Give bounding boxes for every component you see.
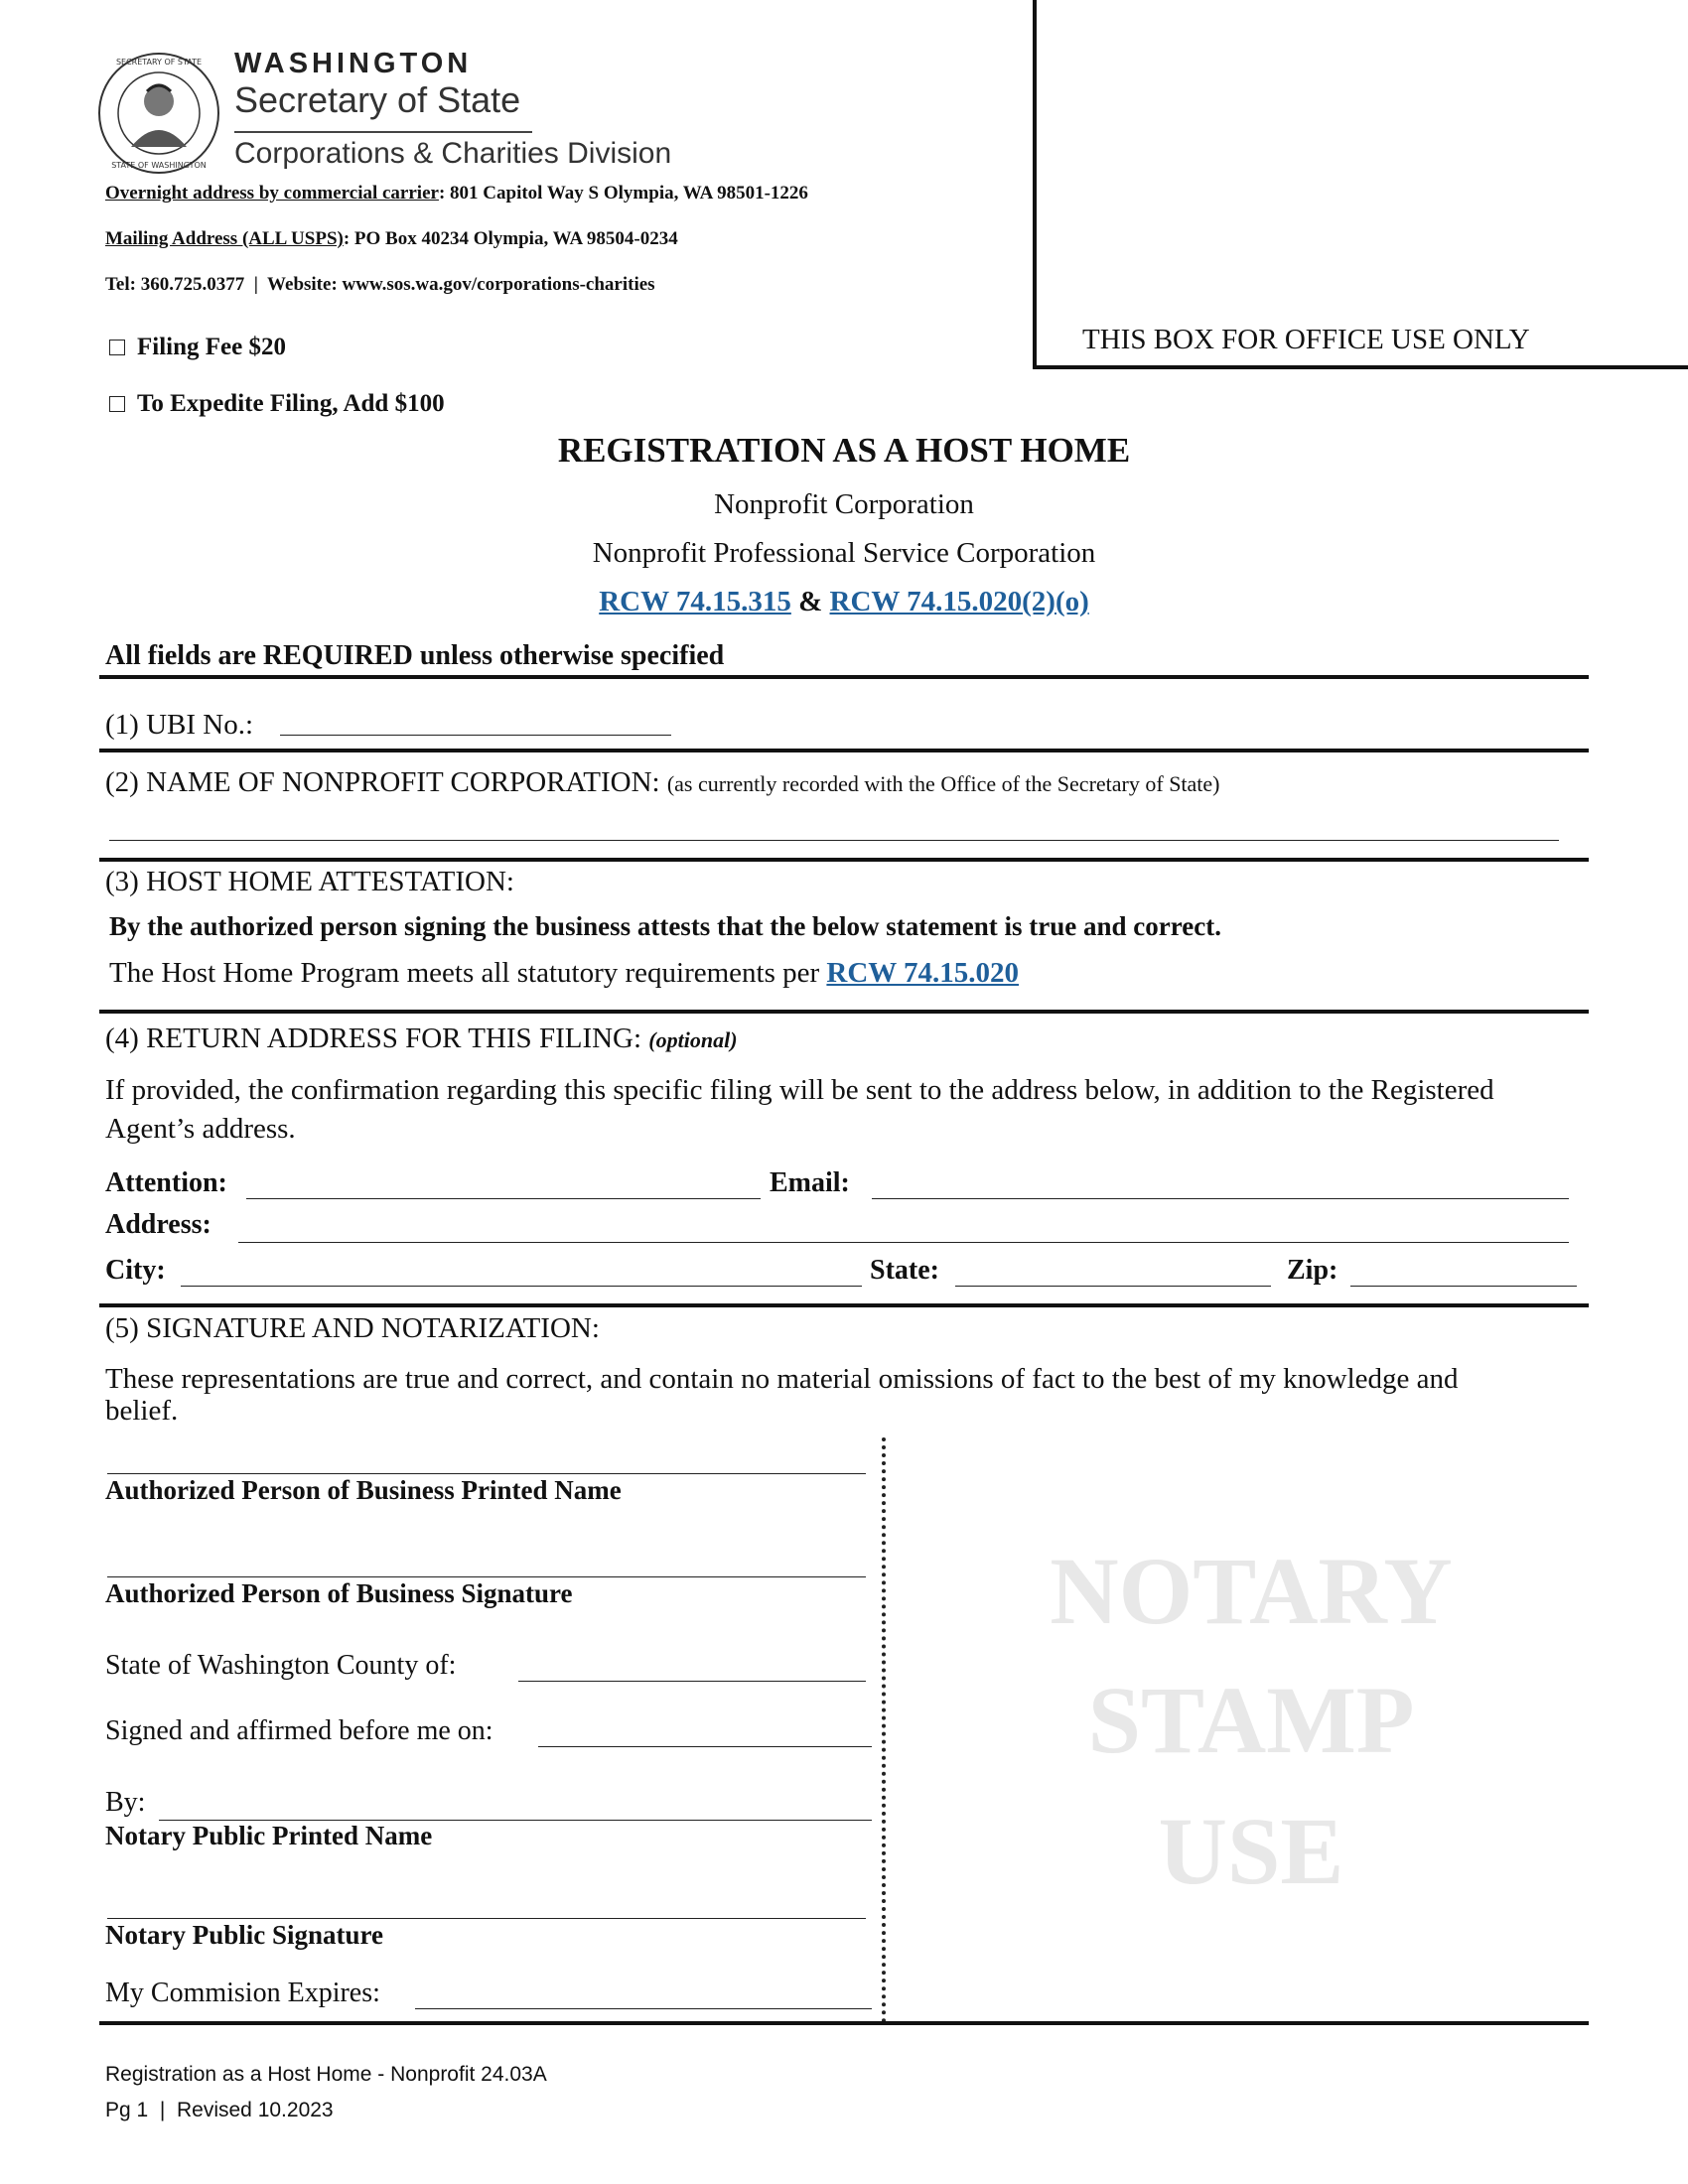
expedite-label: To Expedite Filing, Add $100: [137, 390, 445, 417]
rcw-74-15-315-link[interactable]: RCW 74.15.315: [599, 586, 791, 617]
signature-label: (5) SIGNATURE AND NOTARIZATION:: [105, 1312, 600, 1344]
signature-desc-1: These representations are true and correct, and contain no material omissions of fact to the best of my knowledge and: [105, 1363, 1459, 1395]
form-title: REGISTRATION AS A HOST HOME: [557, 431, 1131, 470]
overnight-label: Overnight address by commercial carrier: [105, 183, 439, 204]
divider-3: [99, 1010, 1589, 1014]
divider-2: [99, 858, 1589, 862]
notary-signature-label: Notary Public Signature: [105, 1920, 384, 1950]
rcw-74-15-020-2-o-link[interactable]: RCW 74.15.020(2)(o): [829, 586, 1089, 617]
mailing-value: : PO Box 40234 Olympia, WA 98504-0234: [343, 228, 678, 249]
attestation-statement: [109, 957, 1019, 990]
county-input-line[interactable]: [518, 1681, 866, 1682]
svg-text:SECRETARY OF STATE: SECRETARY OF STATE: [115, 58, 203, 67]
required-note: All fields are REQUIRED unless otherwise specified: [105, 640, 725, 671]
corp-name-input-line[interactable]: [109, 840, 1559, 841]
zip-input-line[interactable]: [1350, 1286, 1577, 1287]
email-label: Email:: [770, 1167, 850, 1198]
corp-name-note: (as currently recorded with the Office of the Secretary of State): [666, 771, 1220, 796]
notary-separator: [882, 1437, 886, 2023]
corp-name-heading: [105, 766, 1220, 799]
zip-label: Zip:: [1287, 1255, 1338, 1286]
notary-printed-label: Notary Public Printed Name: [105, 1821, 433, 1850]
attestation-text: By the authorized person signing the business attests that the below statement is true and correct.: [109, 911, 1221, 941]
ubi-label: (1) UBI No.:: [105, 709, 254, 741]
signature-field-label: Authorized Person of Business Signature: [105, 1578, 573, 1608]
address-label: Address:: [105, 1209, 211, 1240]
expedite-checkbox[interactable]: [109, 396, 125, 412]
signed-on-label: Signed and affirmed before me on:: [105, 1715, 493, 1746]
attestation-label: (3) HOST HOME ATTESTATION:: [105, 866, 514, 897]
state-input-line[interactable]: [955, 1286, 1271, 1287]
sos-logo: [97, 48, 673, 177]
return-address-desc-2: Agent’s address.: [105, 1113, 296, 1145]
notary-stamp-line-3: USE: [1158, 1798, 1344, 1904]
printed-name-input-line[interactable]: [107, 1473, 866, 1474]
attention-label: Attention:: [105, 1167, 227, 1198]
office-use-label: THIS BOX FOR OFFICE USE ONLY: [1082, 324, 1530, 355]
logo-division: Corporations & Charities Division: [234, 137, 672, 170]
rcw-74-15-020-link[interactable]: RCW 74.15.020: [826, 957, 1020, 989]
rcw-references: [0, 586, 1688, 618]
county-label: State of Washington County of:: [105, 1650, 457, 1681]
divider-top: [99, 675, 1589, 679]
filing-fee-option[interactable]: [109, 334, 286, 361]
notary-signature-input-line[interactable]: [107, 1918, 866, 1919]
return-address-desc-1: If provided, the confirmation regarding this specific filing will be sent to the address below, in addition to the Registered: [105, 1074, 1494, 1106]
commission-input-line[interactable]: [415, 2008, 872, 2009]
optional-label: (optional): [648, 1027, 738, 1052]
divider-4: [99, 1303, 1589, 1307]
return-address-label: (4) RETURN ADDRESS FOR THIS FILING:: [105, 1023, 642, 1054]
state-seal-icon: [97, 52, 220, 175]
overnight-address: [105, 183, 808, 205]
office-box-left-border: [1033, 0, 1037, 369]
state-label: State:: [870, 1255, 939, 1286]
city-label: City:: [105, 1255, 166, 1286]
logo-office: Secretary of State: [234, 79, 521, 120]
signature-desc-2: belief.: [105, 1395, 179, 1427]
ubi-input-line[interactable]: [280, 735, 671, 736]
mailing-address: [105, 228, 678, 250]
footer-form-id: Registration as a Host Home - Nonprofit 24.03A: [105, 2063, 547, 2086]
printed-name-label: Authorized Person of Business Printed Name: [105, 1475, 622, 1505]
logo-divider: [234, 131, 532, 133]
signed-on-input-line[interactable]: [538, 1746, 872, 1747]
office-box-bottom-border: [1033, 365, 1688, 369]
commission-label: My Commision Expires:: [105, 1978, 380, 2008]
statement-text: The Host Home Program meets all statutory requirements per: [109, 957, 820, 989]
expedite-option[interactable]: [109, 390, 445, 418]
overnight-value: : 801 Capitol Way S Olympia, WA 98501-1226: [438, 183, 808, 204]
corp-name-label: (2) NAME OF NONPROFIT CORPORATION:: [105, 766, 660, 798]
divider-1: [99, 749, 1589, 752]
tel-website: Tel: 360.725.0377 | Website: www.sos.wa.gov/corporations-charities: [105, 274, 655, 295]
signature-input-line[interactable]: [107, 1576, 866, 1577]
email-input-line[interactable]: [872, 1198, 1569, 1199]
return-address-heading: [105, 1023, 738, 1055]
divider-bottom: [99, 2021, 1589, 2025]
svg-text:STATE OF WASHINGTON: STATE OF WASHINGTON: [111, 161, 207, 170]
notary-stamp-line-2: STAMP: [1087, 1667, 1415, 1773]
city-input-line[interactable]: [181, 1286, 862, 1287]
form-subtitle-1: Nonprofit Corporation: [714, 488, 974, 520]
by-label: By:: [105, 1787, 146, 1818]
mailing-label: Mailing Address (ALL USPS): [105, 228, 344, 249]
rcw-amp: &: [798, 586, 823, 617]
notary-stamp-line-1: NOTARY: [1050, 1538, 1453, 1644]
address-input-line[interactable]: [238, 1242, 1569, 1243]
filing-fee-checkbox[interactable]: [109, 340, 125, 355]
logo-state: WASHINGTON: [234, 48, 473, 79]
filing-fee-label: Filing Fee $20: [137, 334, 286, 360]
footer-page-revision: Pg 1 | Revised 10.2023: [105, 2099, 334, 2121]
form-subtitle-2: Nonprofit Professional Service Corporation: [592, 537, 1096, 569]
attention-input-line[interactable]: [246, 1198, 761, 1199]
